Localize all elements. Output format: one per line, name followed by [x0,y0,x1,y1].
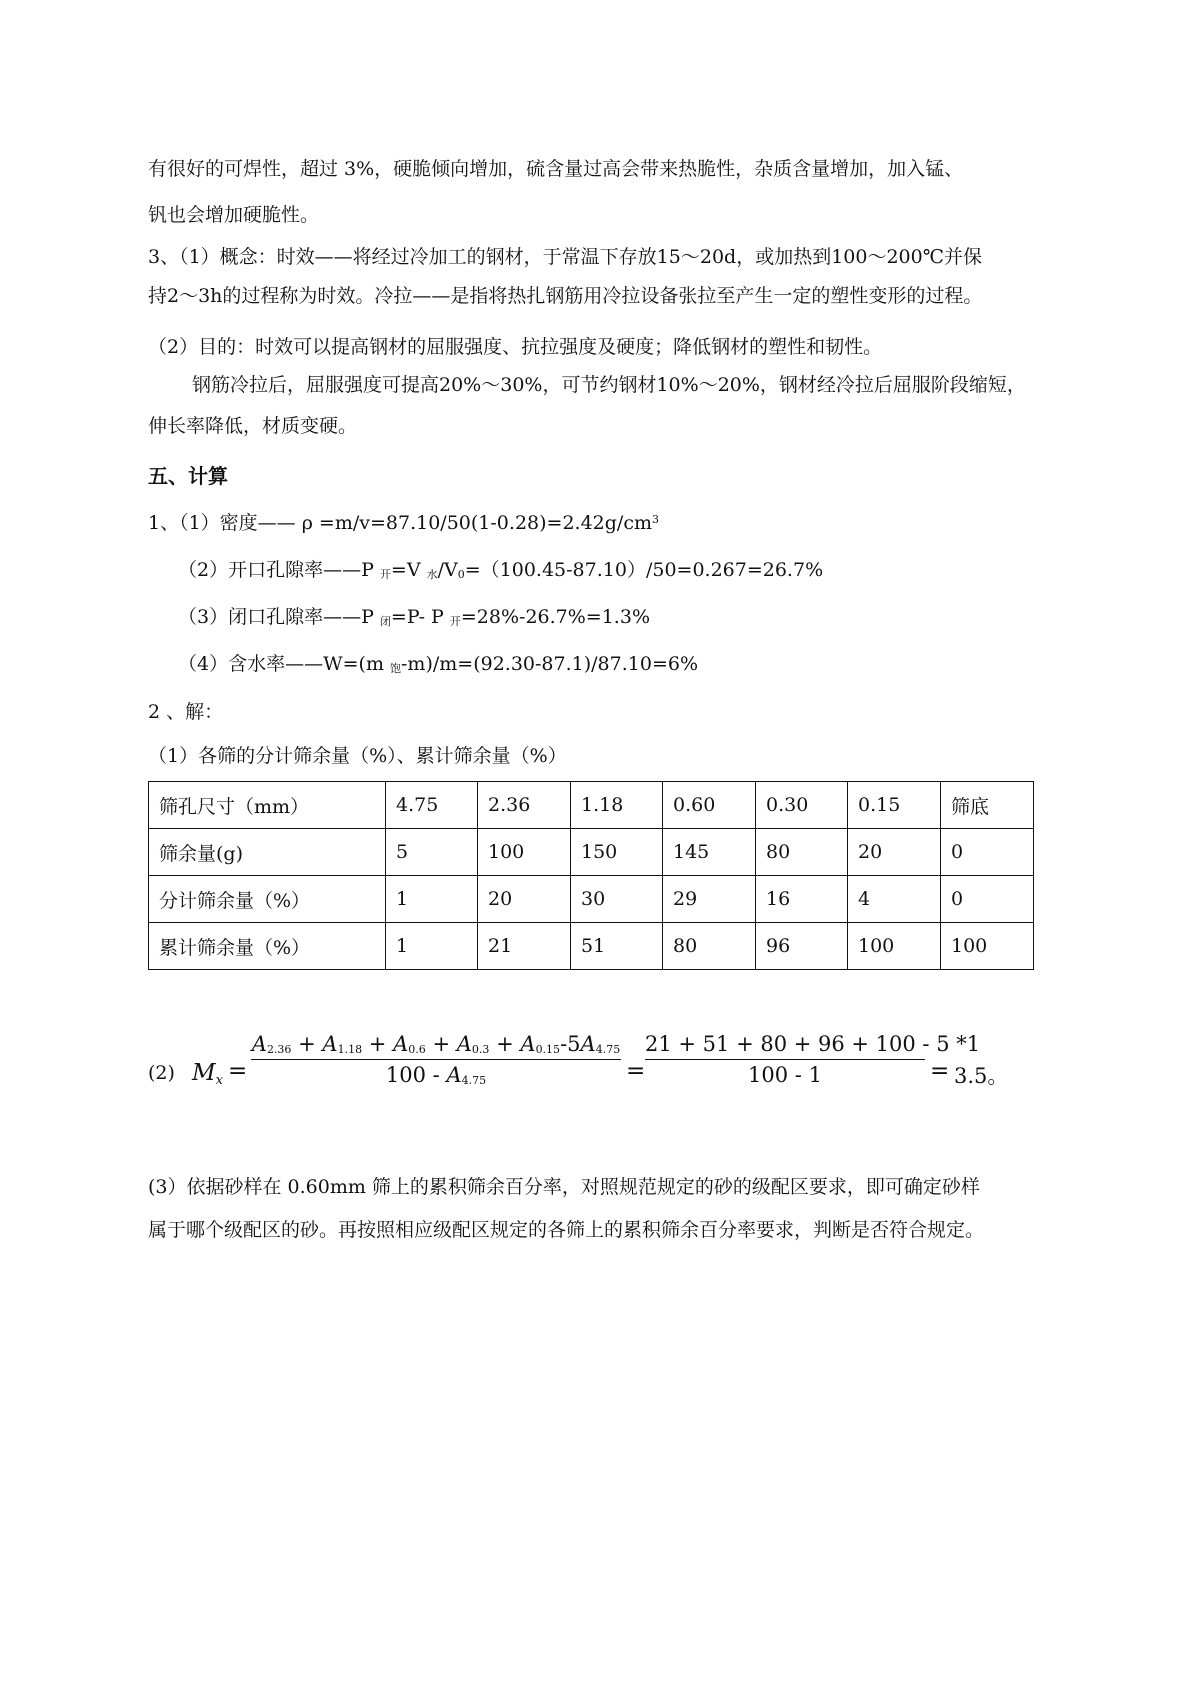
calc1-b-mid2: /V [437,559,458,581]
table-cell: 30 [571,876,663,923]
text-line-4: 持2～3h的过程称为时效。冷拉——是指将热扎钢筋用冷拉设备张拉至产生一定的塑性变形的过程。 [148,285,983,307]
formula-eq-2: = [626,1058,646,1084]
table-row [149,829,1034,876]
table-cell: 0.60 [663,782,756,829]
table-cell: 5 [386,829,478,876]
table-cell: 80 [663,923,756,970]
calc1-b-suffix: =（100.45-87.10）/50=0.267=26.7% [464,559,824,581]
calc1-b-sub3: 0 [457,568,465,581]
calc1-c-prefix: （3）闭口孔隙率——P [178,606,380,628]
table-cell: 0.30 [756,782,848,829]
table-cell: 0.15 [848,782,941,829]
conclusion-line-1: (3）依据砂样在 0.60mm 筛上的累积筛余百分率，对照规范规定的砂的级配区要求，即可确定砂样 [148,1176,980,1198]
calc1-d-suffix: -m)/m=(92.30-87.1)/87.10=6% [401,653,699,675]
table-cell: 4.75 [386,782,478,829]
text-line-3: 3、（1）概念：时效——将经过冷加工的钢材，于常温下存放15～20d，或加热到100～200℃并保 [148,246,982,268]
formula-mx-sub: x [215,1073,223,1088]
table-cell: 51 [571,923,663,970]
calc2-title: 2 、解： [148,701,224,723]
calc1-c-mid: =P- P [390,606,450,628]
text-line-5: （2）目的：时效可以提高钢材的屈服强度、抗拉强度及硬度；降低钢材的塑性和韧性。 [148,336,883,358]
calc1-density [148,510,659,539]
table-cell: 筛底 [941,782,1034,829]
table-cell: 21 [478,923,571,970]
sieve-table [148,781,1034,970]
calc1-c-sub2: 开 [449,615,461,628]
formula-eq-3: = [930,1058,950,1084]
fraction-2-numerator: 21 + 51 + 80 + 96 + 100 - 5 *1 [645,1032,981,1056]
table-cell: 4 [848,876,941,923]
table-cell: 80 [756,829,848,876]
fraction-2-denominator: 100 - 1 [748,1063,822,1087]
table-cell: 29 [663,876,756,923]
table-cell: 1 [386,876,478,923]
calc2-sub1: （1）各筛的分计筛余量（%）、累计筛余量（%） [148,745,567,767]
formula-mx [192,1060,223,1086]
table-cell: 1 [386,923,478,970]
text-line-1: 有很好的可焊性，超过 3%，硬脆倾向增加，硫含量过高会带来热脆性，杂质含量增加，加入锰、 [148,158,964,180]
table-cell: 96 [756,923,848,970]
table-cell: 145 [663,829,756,876]
calc1-moisture [178,651,698,680]
calc1-b-mid: =V [390,559,427,581]
calc1-b-sub1: 开 [379,568,391,581]
table-row-header: 累计筛余量（%） [149,923,386,970]
table-row [149,923,1034,970]
calc1-density-sup: 3 [651,513,659,526]
calc1-b-sub2: 水 [426,568,438,581]
fraction-1-denominator: $100 - A_{4.75}$ [385,1063,487,1087]
table-cell: 150 [571,829,663,876]
formula-result: 3.5。 [954,1064,1009,1088]
table-cell: 0 [941,829,1034,876]
calc1-c-sub1: 闭 [379,615,391,628]
calc1-closed-porosity [178,604,650,633]
fraction-2-bar [645,1059,925,1060]
table-row-header: 分计筛余量（%） [149,876,386,923]
calc1-d-sub: 饱 [390,662,402,675]
formula-mx-symbol: M [192,1060,216,1086]
table-cell: 1.18 [571,782,663,829]
fraction-1-bar [251,1059,621,1060]
table-row [149,782,1034,829]
formula-fraction-1 [251,1032,621,1087]
table-cell: 0 [941,876,1034,923]
text-line-2: 钒也会增加硬脆性。 [148,204,320,226]
table-cell: 100 [478,829,571,876]
calc1-b-prefix: （2）开口孔隙率——P [178,559,380,581]
calc1-density-text: 1、（1）密度—— ρ =m/v=87.10/50(1-0.28)=2.42g/cm [148,512,652,534]
section-heading: 五、计算 [148,464,228,488]
conclusion-line-2: 属于哪个级配区的砂。再按照相应级配区规定的各筛上的累积筛余百分率要求，判断是否符合规定。 [148,1219,985,1241]
text-line-6: 钢筋冷拉后，屈服强度可提高20%～30%，可节约钢材10%～20%，钢材经冷拉后屈服阶段缩短， [192,374,1026,396]
table-cell: 20 [478,876,571,923]
table-row-header: 筛孔尺寸（mm） [149,782,386,829]
table-cell: 20 [848,829,941,876]
calc1-open-porosity [178,557,823,586]
formula-fraction-2 [645,1032,981,1087]
table-cell: 16 [756,876,848,923]
calc1-d-prefix: （4）含水率——W=(m [178,653,391,675]
fineness-formula [148,1032,1048,1122]
formula-label: (2) [148,1062,175,1084]
formula-eq-1: = [228,1058,248,1084]
table-cell: 100 [941,923,1034,970]
text-line-7: 伸长率降低，材质变硬。 [148,415,358,437]
table-cell: 100 [848,923,941,970]
fraction-1-numerator: $A_{2.36} + A_{1.18} + A_{0.6} + A_{0.3} + A_{0.15}-5A_{4.75}$ [251,1032,621,1056]
calc1-c-suffix: =28%-26.7%=1.3% [460,606,650,628]
table-row-header: 筛余量(g) [149,829,386,876]
table-row [149,876,1034,923]
table-cell: 2.36 [478,782,571,829]
